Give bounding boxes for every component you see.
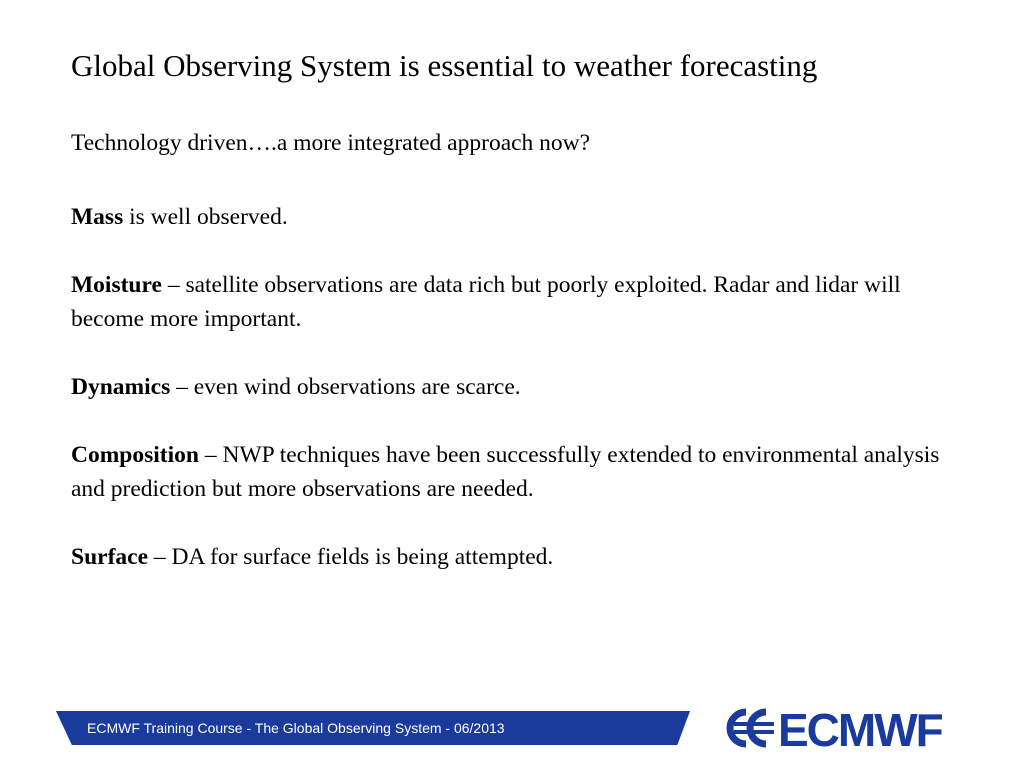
point-term: Moisture bbox=[71, 272, 162, 298]
point-moisture bbox=[71, 268, 951, 336]
logo-text: ECMWF bbox=[778, 704, 942, 753]
point-dynamics bbox=[71, 370, 951, 404]
point-surface bbox=[71, 540, 951, 574]
point-mass bbox=[71, 200, 951, 234]
slide-title: Global Observing System is essential to weather forecasting bbox=[71, 48, 818, 83]
point-text: – satellite observations are data rich but poorly exploited. Radar and lidar will become more important. bbox=[71, 272, 901, 332]
point-term: Mass bbox=[71, 204, 124, 230]
point-term: Dynamics bbox=[71, 374, 171, 400]
point-term: Composition bbox=[71, 442, 199, 468]
logo-emblem-bars bbox=[734, 722, 774, 734]
point-text: – NWP techniques have been successfully extended to environmental analysis and prediction but more observations are needed. bbox=[71, 442, 940, 502]
slide-subtitle: Technology driven….a more integrated approach now? bbox=[71, 130, 591, 156]
point-text: – DA for surface fields is being attempted. bbox=[148, 544, 554, 570]
point-text: is well observed. bbox=[123, 204, 288, 230]
bullet-points bbox=[71, 200, 951, 608]
logo-emblem-icon bbox=[730, 712, 766, 744]
ecmwf-logo bbox=[720, 703, 960, 753]
point-composition bbox=[71, 438, 951, 506]
point-text: – even wind observations are scarce. bbox=[170, 374, 521, 400]
point-term: Surface bbox=[71, 544, 149, 570]
footer-text: ECMWF Training Course - The Global Observing System - 06/2013 bbox=[87, 720, 505, 736]
